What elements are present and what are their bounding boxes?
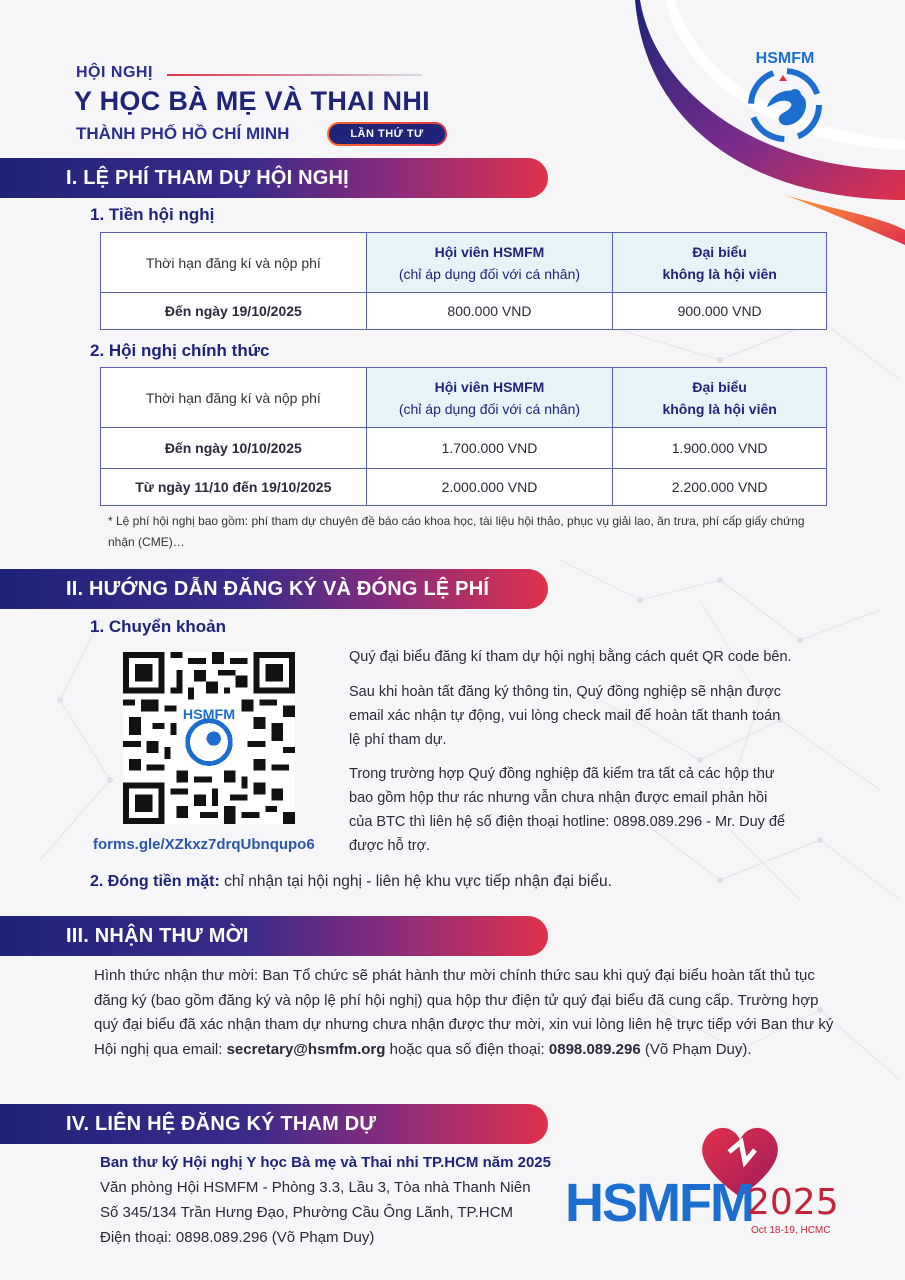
edition-badge-text: LẦN THỨ TƯ — [329, 124, 445, 144]
hotline-paragraph: Trong trường hợp Quý đồng nghiệp đã kiểm tra tất cả các hộp thư bao gồm hộp thư rác nhưng vẫn chưa nhận được email phản hồi của BTC thì liên hệ số điện thoại hotline: 0898.089.296 - Mr. Duy để được hỗ trợ. — [349, 766, 786, 854]
row-member-fee: 1.700.000 VND — [366, 428, 613, 469]
row-member-fee: 800.000 VND — [366, 293, 613, 330]
section-1-title: I. LỆ PHÍ THAM DỰ HỘI NGHỊ — [66, 167, 349, 189]
main-conference-fee-table — [100, 367, 827, 506]
section-3-title: III. NHẬN THƯ MỜI — [66, 925, 249, 947]
qr-instruction-text: Quý đại biểu đăng kí tham dự hội nghị bằng cách quét QR code bên. — [349, 649, 792, 665]
conference-title: Y HỌC BÀ MẸ VÀ THAI NHI — [74, 86, 430, 116]
cash-payment-text: chỉ nhận tại hội nghị - liên hệ khu vực tiếp nhận đại biểu. — [219, 873, 612, 890]
col-guest-header: Đại biểu không là hội viên — [613, 368, 827, 428]
pre-conference-fee-table — [100, 232, 827, 330]
contact-phone: Điện thoại: 0898.089.296 (Võ Phạm Duy) — [100, 1229, 375, 1246]
conference-label: HỘI NGHỊ — [76, 64, 153, 81]
main-conference-heading: 2. Hội nghị chính thức — [90, 341, 270, 360]
fee-note: * Lệ phí hội nghị bao gồm: phí tham dự chuyên đề báo cáo khoa học, tài liệu hội thảo, phục vụ giải lao, ăn trưa, phí cấp giấy chứng nhận (CME)… — [108, 514, 805, 549]
edition-badge — [327, 122, 447, 146]
hsmfm-logo — [735, 45, 835, 145]
event-logo-year: 2025 — [747, 1182, 839, 1223]
table-row — [101, 428, 827, 469]
section-4-header — [0, 1104, 548, 1144]
table-header-row — [101, 368, 827, 428]
table-header-row — [101, 233, 827, 293]
row-deadline: Đến ngày 19/10/2025 — [101, 293, 367, 330]
conference-city: THÀNH PHỐ HỒ CHÍ MINH — [76, 124, 290, 143]
registration-form-link[interactable]: forms.gle/XZkxz7drqUbnqupo6 — [93, 836, 315, 853]
col-guest-header: Đại biểu không là hội viên — [613, 233, 827, 293]
col-member-header: Hội viên HSMFM (chỉ áp dụng đối với cá nhân) — [366, 233, 613, 293]
row-guest-fee: 2.200.000 VND — [613, 469, 827, 506]
contact-address: Số 345/134 Trần Hưng Đạo, Phường Cầu Ông Lãnh, TP.HCM — [100, 1204, 513, 1221]
secretary-phone: 0898.089.296 — [548, 1040, 641, 1058]
header-divider — [167, 74, 422, 76]
event-logo-brand: HSMFM — [565, 1173, 753, 1233]
row-member-fee: 2.000.000 VND — [366, 469, 613, 506]
bank-transfer-heading: 1. Chuyển khoản — [90, 617, 227, 636]
event-2025-logo — [565, 1122, 860, 1247]
qr-logo-text: HSMFM — [182, 707, 236, 724]
logo-text: HSMFM — [755, 50, 815, 67]
col-member-header: Hội viên HSMFM (chỉ áp dụng đối với cá nhân) — [366, 368, 613, 428]
row-deadline: Đến ngày 10/10/2025 — [101, 428, 367, 469]
section-2-header — [0, 569, 548, 609]
section-2-title: II. HƯỚNG DẪN ĐĂNG KÝ VÀ ĐÓNG LỆ PHÍ — [66, 578, 490, 600]
col-deadline-header: Thời hạn đăng kí và nộp phí — [101, 233, 367, 293]
table-row — [101, 293, 827, 330]
invitation-paragraph: Hình thức nhận thư mời: Ban Tổ chức sẽ phát hành thư mời chính thức sau khi quý đại biểu hoàn tất thủ tục đăng ký (bao gồm đăng ký và nộp lệ phí hội nghị) qua hộp thư điện tử quý đại biểu đã cung cấp. Trường hợp quý đại biểu đã xác nhận tham dự nhưng chưa nhận được thư mời, xin vui lòng liên hệ trực tiếp với Ban thư ký Hội nghị qua email: secretary@hsmfm.org hoặc qua số điện thoại: 0898.089.296 (Võ Phạm Duy). — [94, 967, 834, 1058]
section-3-header — [0, 916, 548, 956]
cash-payment-label: 2. Đóng tiền mặt: — [90, 873, 220, 890]
col-deadline-header: Thời hạn đăng kí và nộp phí — [101, 368, 367, 428]
registration-qr-code[interactable] — [123, 652, 295, 824]
secretary-email: secretary@hsmfm.org — [226, 1040, 386, 1058]
section-1-header — [0, 158, 548, 198]
contact-office: Văn phòng Hội HSMFM - Phòng 3.3, Lầu 3, Tòa nhà Thanh Niên — [100, 1179, 531, 1196]
row-deadline: Từ ngày 11/10 đến 19/10/2025 — [101, 469, 367, 506]
section-4-title: IV. LIÊN HỆ ĐĂNG KÝ THAM DỰ — [66, 1113, 377, 1135]
contact-org: Ban thư ký Hội nghị Y học Bà mẹ và Thai nhi TP.HCM năm 2025 — [100, 1154, 551, 1171]
row-guest-fee: 900.000 VND — [613, 293, 827, 330]
event-logo-dates: Oct 18-19, HCMC — [751, 1225, 831, 1236]
table-row — [101, 469, 827, 506]
confirmation-paragraph: Sau khi hoàn tất đăng ký thông tin, Quý đồng nghiệp sẽ nhận được email xác nhận tự động, vui lòng check mail để hoàn tất thanh toán lệ phí tham dự. — [349, 684, 781, 748]
pre-conference-heading: 1. Tiền hội nghị — [90, 205, 215, 224]
contact-block — [100, 1150, 551, 1250]
cash-payment-line — [90, 873, 612, 891]
row-guest-fee: 1.900.000 VND — [613, 428, 827, 469]
